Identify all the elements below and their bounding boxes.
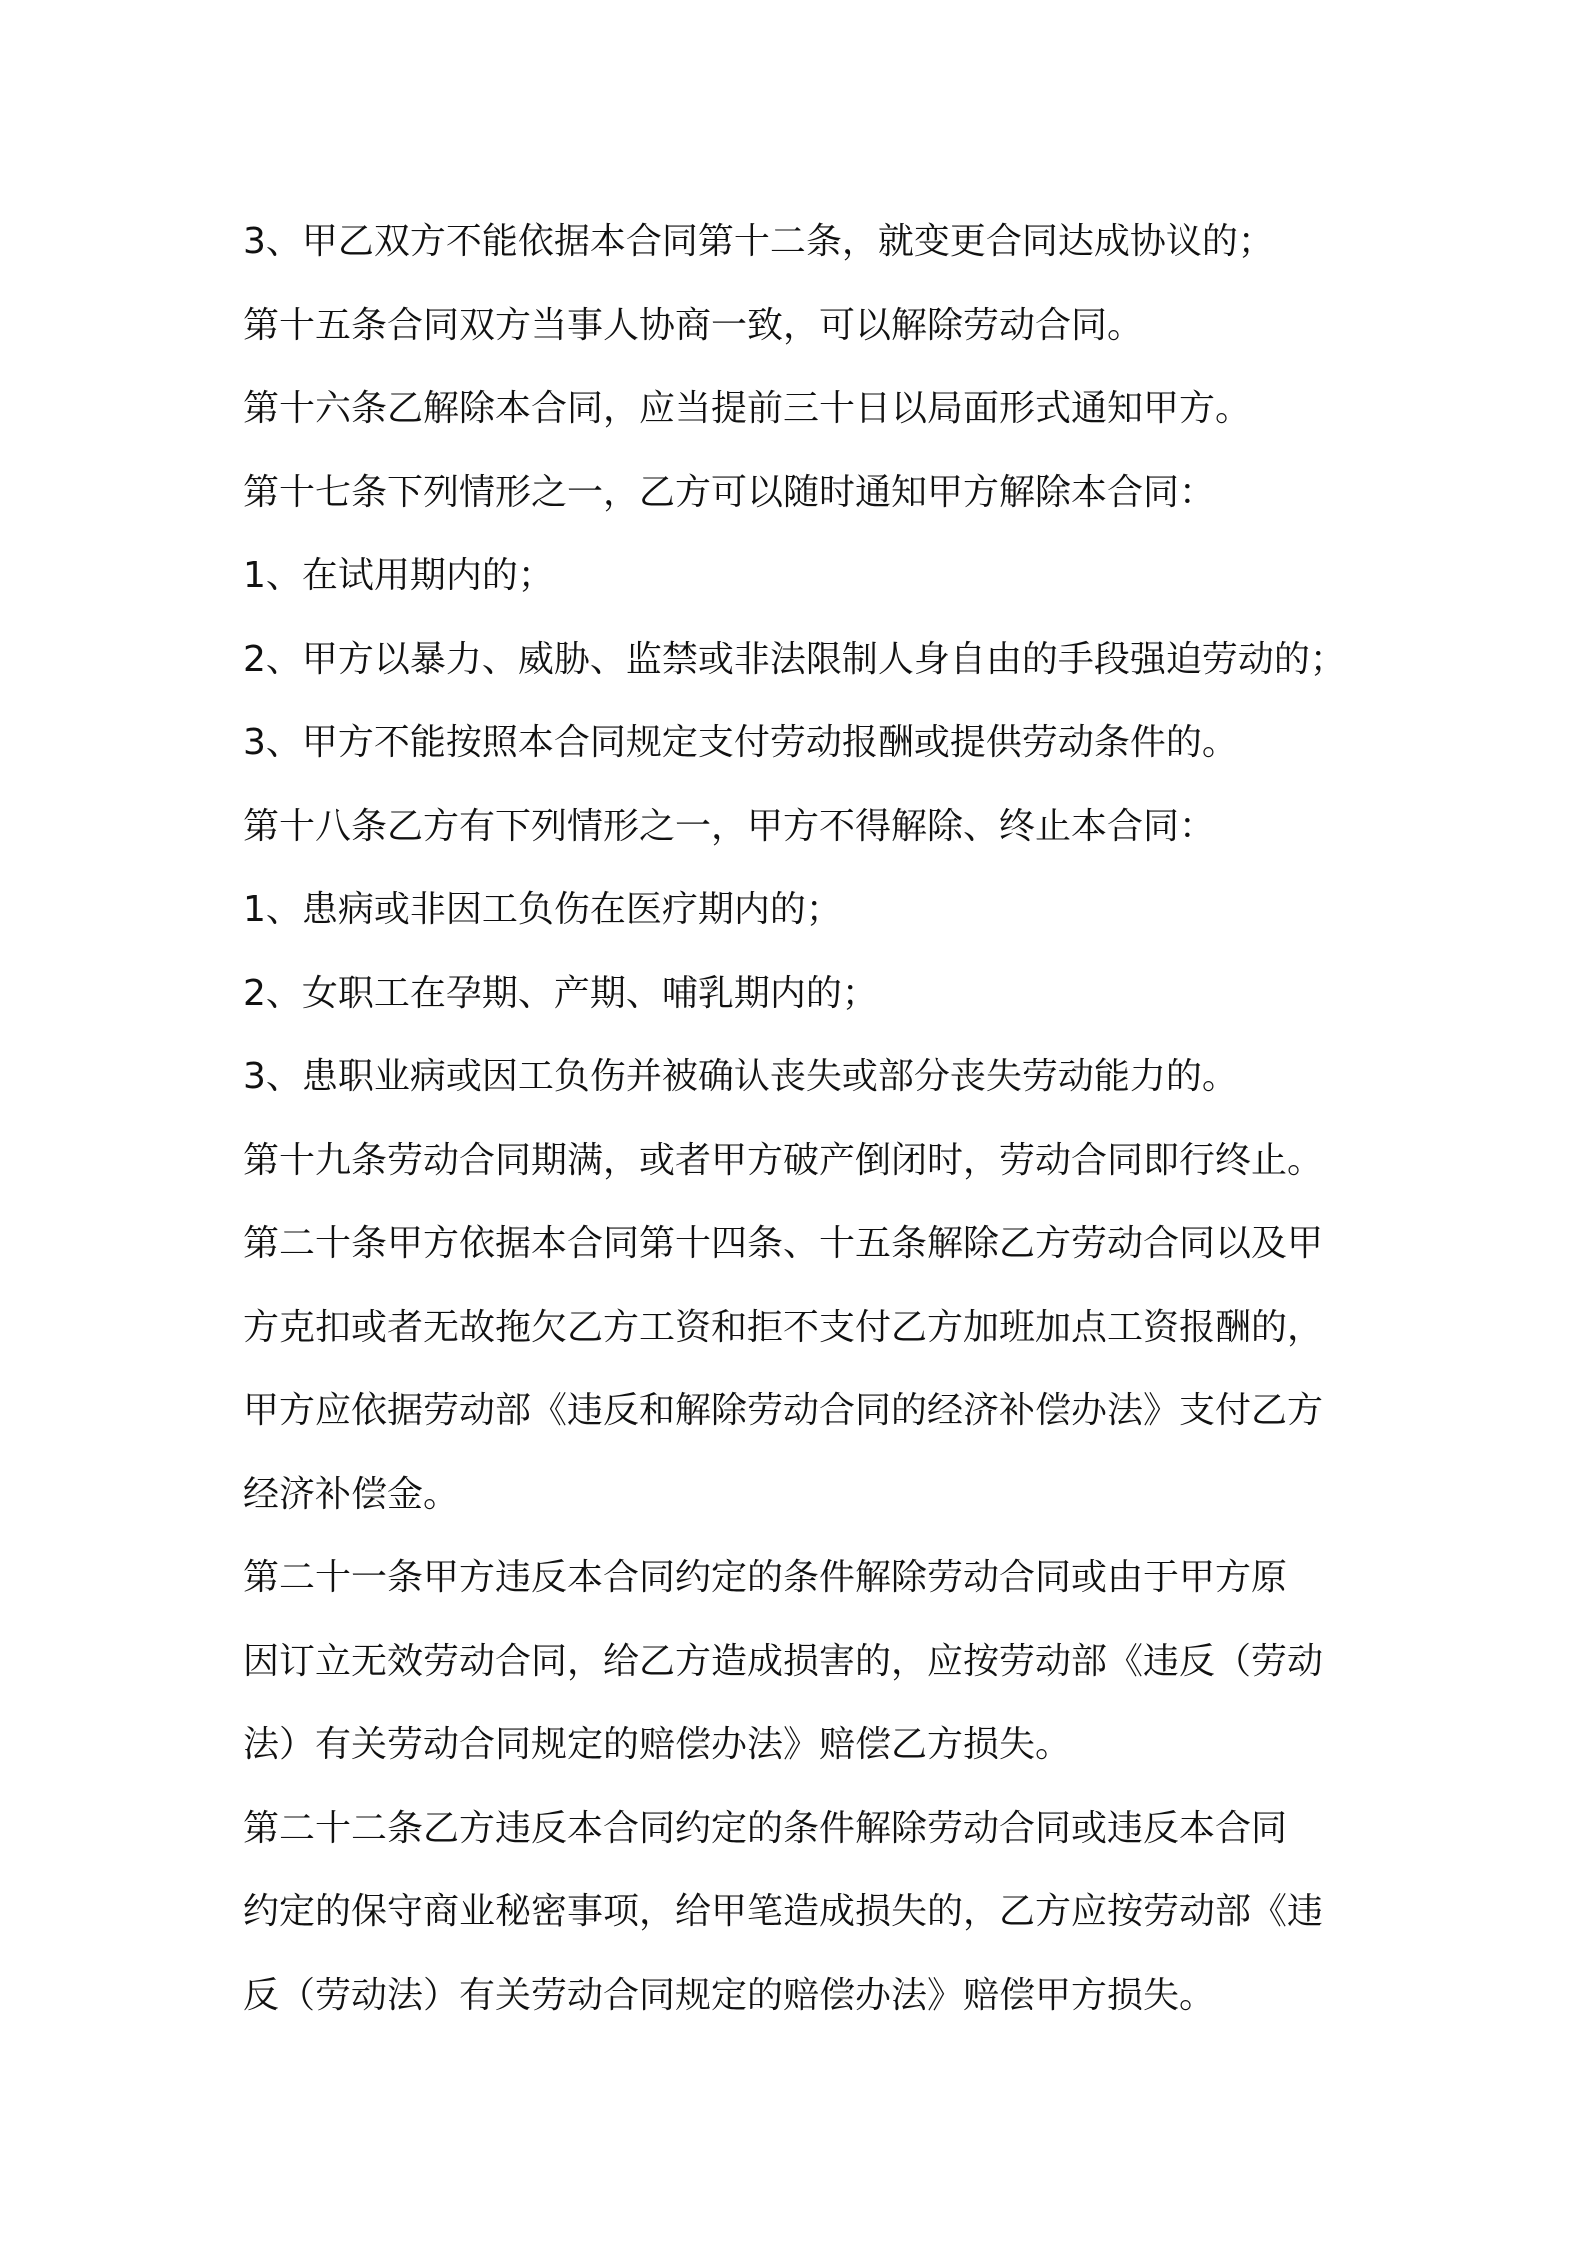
text-line: 第二十一条甲方违反本合同约定的条件解除劳动合同或由于甲方原 (243, 1557, 1288, 1598)
text-line: 约定的保守商业秘密事项，给甲笔造成损失的，乙方应按劳动部《违 (243, 1891, 1324, 1932)
text-line: 2、甲方以暴力、威胁、监禁或非法限制人身自由的手段强迫劳动的； (243, 638, 1346, 680)
text-line: 第十六条乙解除本合同，应当提前三十日以局面形式通知甲方。 (243, 388, 1252, 429)
text-line: 因订立无效劳动合同，给乙方造成损害的，应按劳动部《违反（劳动 (243, 1640, 1324, 1682)
text-line: 3、甲乙双方不能依据本合同第十二条，就变更合同达成协议的； (243, 221, 1274, 262)
text-line: 第十九条劳动合同期满，或者甲方破产倒闭时，劳动合同即行终止。 (243, 1139, 1324, 1181)
text-line: 1、在试用期内的； (243, 555, 554, 596)
text-line: 法）有关劳动合同规定的赔偿办法》赔偿乙方损失。 (243, 1724, 1072, 1765)
text-line: 甲方应依据劳动部《违反和解除劳动合同的经济补偿办法》支付乙方 (243, 1390, 1324, 1431)
text-line: 2、女职工在孕期、产期、哺乳期内的； (243, 972, 878, 1014)
text-line: 第二十二条乙方违反本合同约定的条件解除劳动合同或违反本合同 (243, 1807, 1288, 1849)
text-line: 反（劳动法）有关劳动合同规定的赔偿办法》赔偿甲方损失。 (243, 1974, 1216, 2016)
text-line: 第十七条下列情形之一，乙方可以随时通知甲方解除本合同： (243, 471, 1216, 513)
text-line: 第十五条合同双方当事人协商一致，可以解除劳动合同。 (243, 304, 1144, 346)
text-line: 第二十条甲方依据本合同第十四条、十五条解除乙方劳动合同以及甲 (243, 1223, 1324, 1264)
document-body (243, 200, 1363, 2037)
text-line: 3、甲方不能按照本合同规定支付劳动报酬或提供劳动条件的。 (243, 722, 1238, 763)
text-line: 经济补偿金。 (243, 1473, 460, 1515)
text-line: 3、患职业病或因工负伤并被确认丧失或部分丧失劳动能力的。 (243, 1056, 1238, 1097)
text-line: 方克扣或者无故拖欠乙方工资和拒不支付乙方加班加点工资报酬的， (243, 1306, 1324, 1348)
text-line: 第十八条乙方有下列情形之一，甲方不得解除、终止本合同： (243, 805, 1216, 847)
text-line: 1、患病或非因工负伤在医疗期内的； (243, 889, 842, 930)
